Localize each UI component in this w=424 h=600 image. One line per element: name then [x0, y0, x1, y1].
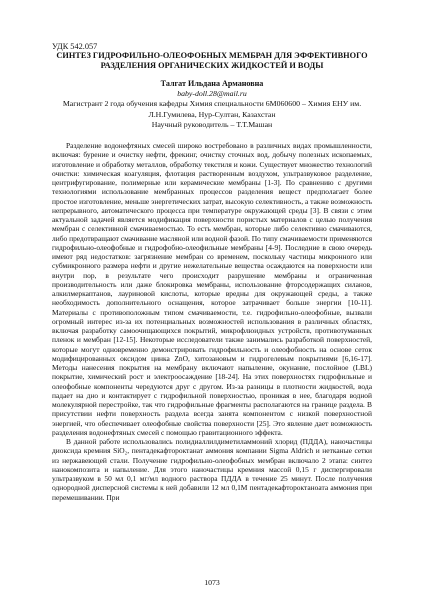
- author-name: Талгат Ильдана Армановна: [160, 79, 264, 88]
- body-text: [52, 141, 372, 502]
- supervisor-line: Научный руководитель – Т.Т.Машан: [151, 120, 273, 129]
- page-number: 1073: [204, 578, 220, 587]
- paper-title: [52, 51, 372, 71]
- affiliation-line-2: Л.Н.Гумилева, Нур-Султан, Казахстан: [148, 109, 276, 119]
- author-email: baby-doll.28@mail.ru: [177, 89, 247, 98]
- paragraph: Разделение водонефтяных смесей широко востребовано в различных видах промышленности, включая: бурение и очистку нефти, фрекинг, очистку сточных вод, добычу полезных ископаемых, изготовление и обработку металлов, обработку текстиля и кожи. Существует множество технологий очистки: химическая коагуляция, флотация растворенным воздухом, ультразвуковое разделение, центрифугирование, полимерные или керамические мембраны [1-3]. По сравнению с другими технологиями использование мембранных процессов разделения вещест предполагает более простое изготовление, меньше энергетических затрат, высокую селективность, а также возможность непрерывного, автоматического процесса при температуре окружающей среды [3]. В связи с этим актуальной задачей является модификация поверхности пористых материалов с целью получения мембран с селективной смачиваемостью. То есть мембран, которые либо селективно смачиваются, либо предотвращают смачивание масляной или водной фазой. По типу смачиваемости применяются гидрофильно-олеофобные и гидрофобно-олеофильные мембраны [4-9]. Последние в свою очередь имеют ряд недостатков: загрязнение мембран со временем, поскольку частицы микронного или субмикронного размера нефти и другие нежелательные вещества осаждаются на поверхности или внутри пор, в результате чего происходит разрушение мембраны и ограниченная производительность или даже блокировка мембраны, использование фторсодержащих силанов, алкилмеркаптанов, лауриновой кислоты, которые вредны для окружающей среды, а также необходимость дополнительного оснащения, которое затрачивает больше энергии [10-11]. Материалы с противоположным типом смачиваемости, т.е. гидрофильно-олеофобные, вызвали огромный интерес из-за их потенциальных возможностей использования в различных областях, включая разработку самоочищающихся покрытий, микрофлюидных устройств, противотуманных пленок и мембран [12-15]. Некоторые исследователи также занимались разработкой поверхностей, которые могут одновременно демонстрировать гидрофильность и олеофобность на основе сеток модифицированных оксидом цинка ZnO, хитозановым и гидрогелевым покрытиями [6,16-17]. Методы нанесения покрытия на мембрану включают напыление, окунание, послойное (LBL) покрытие, химический рост и электроосаждение [18-24]. На этих поверхностях гидрофильные и олеофобные компоненты чередуются друг с другом. Из-за разницы в плотности жидкостей, вода падает на дно и контактирует с гидрофильной поверхностью, проникая в нее, благодаря водной молекулярной перестройке, так что гидрофильные фрагменты располагаются на границе раздела. В присутствии нефти поверхность раздела всегда занята компонентом с низкой поверхностной энергией, что обеспечивает олеофобные свойства поверхности [25]. Это явление дает возможность разделения водонефтяных смесей с помощью гравитационного эффекта.: [52, 141, 372, 437]
- title-line-1: СИНТЕЗ ГИДРОФИЛЬНО-ОЛЕОФОБНЫХ МЕМБРАН ДЛЯ ЭФФЕКТИВНОГО: [56, 51, 368, 60]
- paragraph: В данной работе использовались полидиаллилдиметиламмоний хлорид (ПДДА), наночастицы диоксида кремния SiO₂, пентадекафтороктанат аммония компании Sigma Aldrich и нетканые сетки из нержавеющей стали. Получение гидрофильно-олеофобных мембран включало 2 этапа: синтез нанокомпозита и напыление. Для этого наночастицы кремния массой 0,15 г диспергировали ультразвуком в 50 мл 0,1 мг/мл водного раствора ПДДА в течение 25 минут. После получения однородной дисперсной системы к ней добавили 12 мл 0,1М пентадекафтороктаноата аммония при перемешивании. При: [52, 437, 372, 502]
- title-line-2: РАЗДЕЛЕНИЯ ОРГАНИЧЕСКИХ ЖИДКОСТЕЙ И ВОДЫ: [100, 61, 324, 70]
- author-affiliation: [52, 99, 372, 131]
- affiliation-line-1: Магистрант 2 года обучения кафедры Химия специальности 6М060600 – Химия ЕНУ им.: [62, 99, 362, 108]
- udc-code: УДК 542.057: [52, 42, 98, 51]
